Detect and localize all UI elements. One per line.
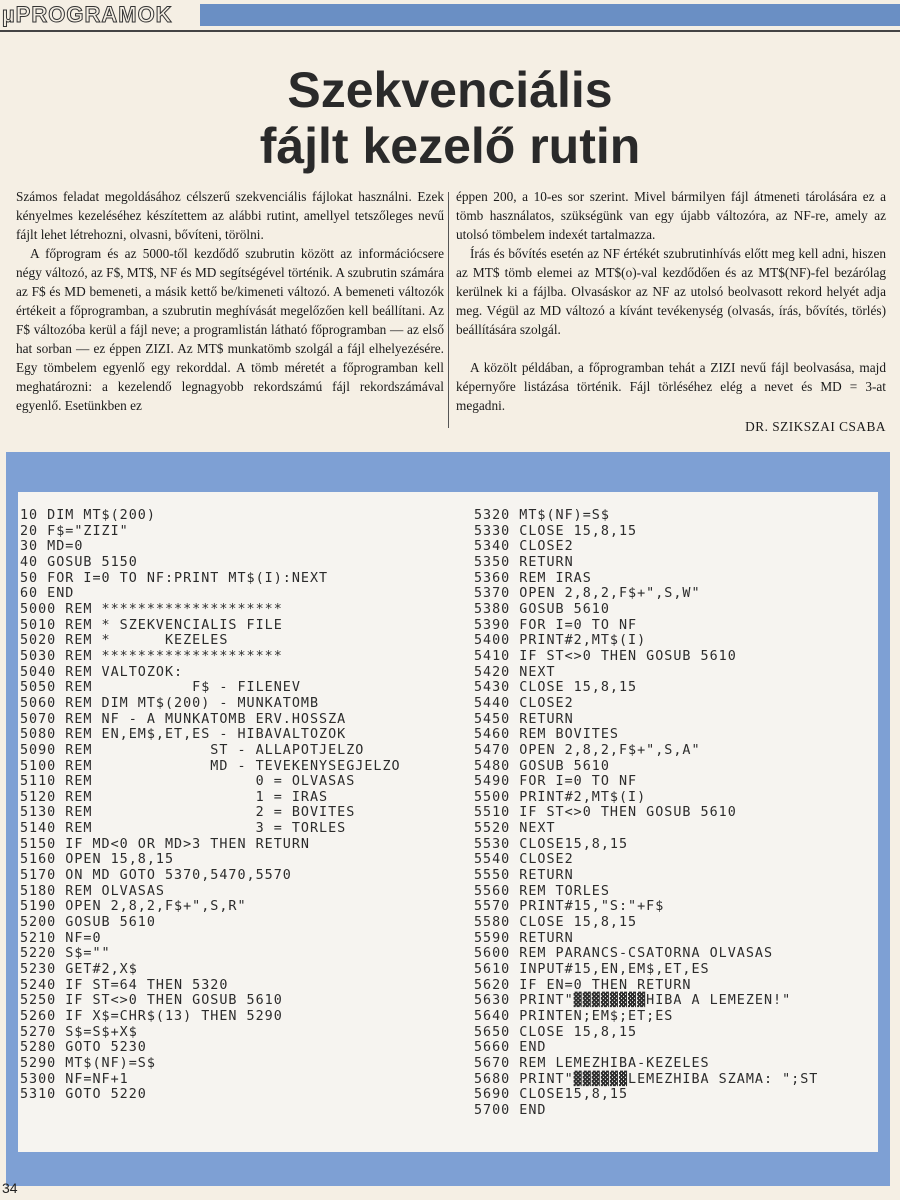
code-line: 5050 REM F$ - FILENEV (20, 680, 301, 696)
code-line: 5170 ON MD GOTO 5370,5470,5570 (20, 868, 292, 884)
code-line: 5200 GOSUB 5610 (20, 915, 156, 931)
code-line: 50 FOR I=0 TO NF:PRINT MT$(I):NEXT (20, 570, 329, 586)
code-line: 5160 OPEN 15,8,15 (20, 852, 175, 868)
code-line: 30 MD=0 (20, 539, 84, 555)
code-line: 60 END (20, 586, 75, 602)
code-line: 5030 REM ******************** (20, 648, 283, 664)
code-line: 5250 IF ST<>0 THEN GOSUB 5610 (20, 993, 283, 1009)
code-line: 5470 OPEN 2,8,2,F$+",S,A" (474, 742, 701, 758)
code-line: 5660 END (474, 1040, 547, 1056)
code-line: 5220 S$="" (20, 946, 111, 962)
page-header (0, 0, 900, 34)
section-label: µPROGRAMOK (2, 2, 173, 27)
code-line: 5380 GOSUB 5610 (474, 601, 610, 617)
code-line: 5040 REM VALTOZOK: (20, 664, 184, 680)
code-line: 5090 REM ST - ALLAPOTJELZO (20, 742, 365, 758)
code-line: 5060 REM DIM MT$(200) - MUNKATOMB (20, 695, 320, 711)
code-line: 40 GOSUB 5150 (20, 554, 138, 570)
paragraph: éppen 200, a 10-es sor szerint. Mivel bármilyen fájl átmeneti tárolására ez a tömb használatos, szükségünk van egy újabb változóra, az NF-re, amely az utolsó tömbelem indexét tartalmazza. (456, 189, 886, 242)
title-line-2: fájlt kezelő rutin (259, 118, 641, 174)
code-line: 5270 S$=S$+X$ (20, 1024, 138, 1040)
listing-column-right (474, 508, 818, 1119)
code-line: 5480 GOSUB 5610 (474, 758, 610, 774)
article-column-right (456, 187, 886, 436)
code-line: 5420 NEXT (474, 664, 556, 680)
code-line: 5180 REM OLVASAS (20, 883, 165, 899)
code-line: 5530 CLOSE15,8,15 (474, 836, 629, 852)
code-line: 5190 OPEN 2,8,2,F$+",S,R" (20, 899, 247, 915)
title-line-1: Szekvenciális (287, 62, 613, 118)
code-line: 5260 IF X$=CHR$(13) THEN 5290 (20, 1009, 283, 1024)
code-line: 5340 CLOSE2 (474, 539, 574, 555)
code-line: 5210 NF=0 (20, 930, 102, 946)
code-line: 5410 IF ST<>0 THEN GOSUB 5610 (474, 648, 737, 664)
paragraph: Írás és bővítés esetén az NF értékét szubrutinhívás előtt meg kell adni, hiszen az MT$ tömb elemei az MT$(o)-val kezdődően és az MT$(NF)-fel bezárólag kerülnek ki a fájlba. Olvasáskor az NF az utolsó beolvasott rekord helyét adja meg. Végül az MD változó a kívánt tevékenység (olvasás, írás, bővítés, törlés) beállítására szolgál. (456, 246, 886, 337)
code-line: 5430 CLOSE 15,8,15 (474, 680, 638, 696)
code-line: 5500 PRINT#2,MT$(I) (474, 789, 647, 805)
code-line: 5110 REM 0 = OLVASAS (20, 774, 356, 790)
code-line: 5120 REM 1 = IRAS (20, 789, 329, 805)
code-line: 5360 REM IRAS (474, 570, 592, 586)
code-line: 5610 INPUT#15,EN,EM$,ET,ES (474, 962, 710, 978)
code-line: 5550 RETURN (474, 868, 574, 884)
code-line: 5140 REM 3 = TORLES (20, 821, 347, 837)
code-line: 5310 GOTO 5220 (20, 1087, 147, 1103)
page-number: 34 (2, 1180, 18, 1196)
code-line: 5640 PRINTEN;EM$;ET;ES (474, 1009, 674, 1024)
code-line: 5510 IF ST<>0 THEN GOSUB 5610 (474, 805, 737, 821)
code-line: 5020 REM * KEZELES (20, 633, 229, 649)
code-line: 5280 GOTO 5230 (20, 1040, 147, 1056)
code-line: 5440 CLOSE2 (474, 695, 574, 711)
code-line: 5590 RETURN (474, 930, 574, 946)
code-line: 5290 MT$(NF)=S$ (20, 1055, 156, 1071)
code-line: 5680 PRINT"▓▓▓▓▓▓LEMEZHIBA SZAMA: ";ST (474, 1071, 819, 1087)
code-line: 5620 IF EN=0 THEN RETURN (474, 977, 692, 993)
header-rule (0, 30, 900, 32)
article-title (0, 62, 900, 174)
code-line: 5560 REM TORLES (474, 883, 610, 899)
paragraph: A közölt példában, a főprogramban tehát a ZIZI nevű fájl beolvasása, majd képernyőre listázása történik. Fájl törléséhez elég a nevet és MD = 3-at megadni. (456, 360, 886, 413)
code-line: 5240 IF ST=64 THEN 5320 (20, 977, 229, 993)
code-line: 5100 REM MD - TEVEKENYSEGJELZO (20, 758, 401, 774)
code-line: 5010 REM * SZEKVENCIALIS FILE (20, 617, 283, 633)
column-divider (448, 192, 449, 428)
program-listing-frame (6, 452, 890, 1186)
paragraph: Számos feladat megoldásához célszerű szekvenciális fájlokat használni. Ezek kényelmes kezeléséhez készítettem az alábbi rutint, amellyel tetszőleges nevű fájlt lehet létrehozni, olvasni, bővíteni, törölni. (16, 189, 444, 242)
code-line: 5700 END (474, 1102, 547, 1118)
code-line: 5300 NF=NF+1 (20, 1071, 129, 1087)
code-line: 20 F$="ZIZI" (20, 523, 129, 539)
code-line: 5000 REM ******************** (20, 601, 283, 617)
code-line: 5690 CLOSE15,8,15 (474, 1087, 629, 1103)
code-line: 5330 CLOSE 15,8,15 (474, 523, 638, 539)
article-column-left (16, 187, 444, 415)
code-line: 5400 PRINT#2,MT$(I) (474, 633, 647, 649)
author-byline: DR. SZIKSZAI CSABA (745, 419, 886, 434)
code-line: 5450 RETURN (474, 711, 574, 727)
code-line: 5600 REM PARANCS-CSATORNA OLVASAS (474, 946, 774, 962)
code-line: 5130 REM 2 = BOVITES (20, 805, 356, 821)
listing-column-left (20, 508, 401, 1103)
code-line: 5230 GET#2,X$ (20, 962, 138, 978)
program-listing (18, 492, 878, 1152)
code-line: 5670 REM LEMEZHIBA-KEZELES (474, 1055, 710, 1071)
code-line: 5370 OPEN 2,8,2,F$+",S,W" (474, 586, 701, 602)
code-line: 5490 FOR I=0 TO NF (474, 774, 638, 790)
code-line: 5580 CLOSE 15,8,15 (474, 915, 638, 931)
code-line: 5150 IF MD<0 OR MD>3 THEN RETURN (20, 836, 310, 852)
code-line: 5650 CLOSE 15,8,15 (474, 1024, 638, 1040)
code-line: 5570 PRINT#15,"S:"+F$ (474, 899, 665, 915)
header-color-bar (200, 4, 900, 26)
code-line: 5350 RETURN (474, 554, 574, 570)
code-line: 10 DIM MT$(200) (20, 508, 156, 523)
code-line: 5520 NEXT (474, 821, 556, 837)
paragraph: A főprogram és az 5000-től kezdődő szubrutin között az információcsere négy változó, az F$, MT$, NF és MD segítségével történik. A szubrutin számára az F$ és MD bemeneti, a másik kettő be/kimeneti változó. A bemeneti változók értékeit a főprogramban, a szubrutin meghívását megelőzően kell beállítani. Az F$ változóba kerül a fájl neve; a programlistán látható főprogramban — az első hat sorban — ez éppen ZIZI. Az MT$ munkatömb szolgál a fájl elhelyezésére. Egy tömbelem egyenlő egy rekorddal. A tömb méretét a főprogramban kell meghatározni: a kezelendő legnagyobb rekordszámú fájl rekordszámával egyenlő. Esetünkben ez (16, 246, 444, 413)
code-line: 5080 REM EN,EM$,ET,ES - HIBAVALTOZOK (20, 727, 347, 743)
code-line: 5320 MT$(NF)=S$ (474, 508, 610, 523)
code-line: 5070 REM NF - A MUNKATOMB ERV.HOSSZA (20, 711, 347, 727)
code-line: 5460 REM BOVITES (474, 727, 619, 743)
code-line: 5540 CLOSE2 (474, 852, 574, 868)
code-line: 5630 PRINT"▓▓▓▓▓▓▓▓HIBA A LEMEZEN!" (474, 993, 792, 1009)
code-line: 5390 FOR I=0 TO NF (474, 617, 638, 633)
